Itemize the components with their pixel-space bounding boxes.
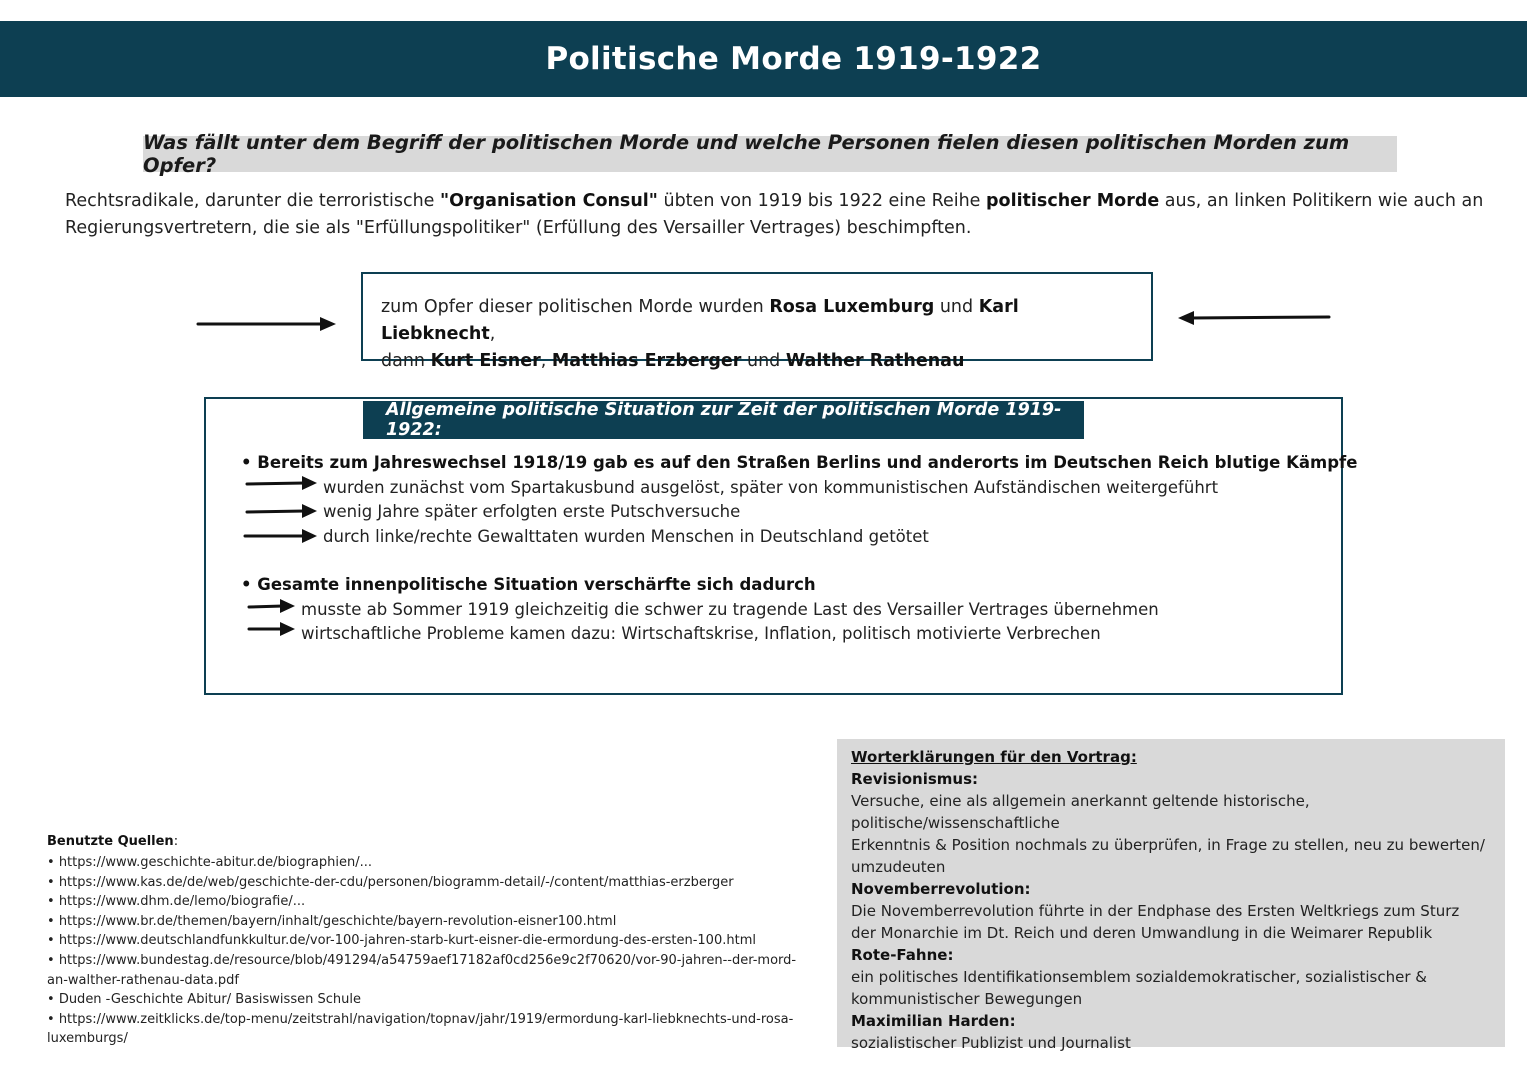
victims-text: ,	[489, 324, 496, 344]
victim-name: Matthias Erzberger	[551, 351, 742, 371]
arrow-right-icon	[245, 475, 319, 491]
arrow-right-icon	[247, 621, 297, 637]
victims-line-2	[381, 348, 1133, 375]
victims-box	[361, 272, 1153, 371]
arrow-right-icon	[245, 503, 319, 519]
situation-title: Allgemeine politische Situation zur Zeit der politischen Morde 1919-1922:	[386, 400, 1062, 440]
situation-title-bar	[363, 401, 1084, 439]
glossary-definition: ein politisches Identifikationsemblem sozialdemokratischer, sozialistischer & kommunistischer Bewegungen	[851, 968, 1427, 1008]
bullet-2-item: wirtschaftliche Probleme kamen dazu: Wirtschaftskrise, Inflation, politisch motivierte Verbrechen	[301, 624, 1101, 643]
victims-text: zum Opfer dieser politischen Morde wurden	[381, 297, 770, 317]
glossary-title: Worterklärungen für den Vortrag:	[851, 748, 1137, 766]
intro-bold-organisation: "Organisation Consul"	[440, 191, 658, 211]
question-bar	[143, 131, 1397, 177]
bullet-1-item: wurden zunächst vom Spartakusbund ausgelöst, später von kommunistischen Aufständischen weitergeführt	[323, 478, 1219, 497]
sources-heading	[47, 834, 178, 849]
source-item: • https://www.br.de/themen/bayern/inhalt/geschichte/bayern-revolution-eisner100.html	[47, 912, 807, 932]
source-item: • https://www.bundestag.de/resource/blob/491294/a54759aef17182af0cd256e9c2f70620/vor-90-jahren--der-mord-an-walther-rathenau-data.pdf	[47, 951, 807, 990]
intro-bold-morde: politischer Morde	[986, 191, 1160, 211]
glossary-term: Novemberrevolution:	[851, 880, 1031, 898]
source-item: • Duden -Geschichte Abitur/ Basiswissen Schule	[47, 990, 807, 1010]
sources-heading-label: Benutzte Quellen	[47, 834, 174, 849]
bullet-heading-1: • Bereits zum Jahreswechsel 1918/19 gab es auf den Straßen Berlins und anderorts im Deutschen Reich blutige Kämpfe	[241, 453, 1358, 472]
arrow-left-icon	[1176, 308, 1332, 328]
intro-text-3: aus, an linken Politikern wie auch an Regierungsvertretern, die sie als "Erfüllungspolitiker" (Erfüllung des Versailler Vertrages) beschimpften.	[65, 191, 1484, 238]
source-item: • https://www.dhm.de/lemo/biografie/...	[47, 892, 807, 912]
glossary-term: Revisionismus:	[851, 770, 979, 788]
bullet-1-item: wenig Jahre später erfolgten erste Putschversuche	[323, 502, 741, 521]
arrow-right-icon	[243, 528, 319, 544]
question-text: Was fällt unter dem Begriff der politischen Morde und welche Personen fielen diesen politischen Morden zum Opfer?	[143, 131, 1350, 177]
victims-text: und	[934, 297, 979, 317]
victim-name: Walther Rathenau	[785, 351, 965, 371]
sources-list	[47, 853, 807, 1049]
victims-line-1	[381, 294, 1133, 348]
source-item: • https://www.geschichte-abitur.de/biographien/...	[47, 853, 807, 873]
glossary-panel	[837, 739, 1505, 1052]
arrow-right-icon	[247, 598, 297, 614]
victim-name: Karl Liebknecht	[381, 297, 1019, 344]
sources-heading-colon: :	[173, 834, 179, 849]
situation-box	[204, 397, 1343, 695]
glossary-definition: Die Novemberrevolution führte in der Endphase des Ersten Weltkriegs zum Sturz der Monarchie im Dt. Reich und deren Umwandlung in die Weimarer Republik	[851, 902, 1460, 942]
victim-name: Rosa Luxemburg	[769, 297, 935, 317]
page-title: Politische Morde 1919-1922	[545, 41, 1042, 77]
intro-paragraph	[65, 188, 1485, 242]
glossary-definition: Versuche, eine als allgemein anerkannt geltende historische, politische/wissenschaftliche Erkenntnis & Position nochmals zu überprüfen, in Frage zu stellen, neu zu bewerten/ umzudeuten	[851, 792, 1485, 876]
title-banner	[0, 21, 1527, 97]
source-item: • https://www.deutschlandfunkkultur.de/vor-100-jahren-starb-kurt-eisner-die-ermordung-des-ersten-100.html	[47, 931, 807, 951]
victims-text: ,	[540, 351, 552, 371]
victim-name: Kurt Eisner	[430, 351, 541, 371]
intro-text-1: Rechtsradikale, darunter die terroristische	[65, 191, 441, 211]
victims-text: dann	[381, 351, 431, 371]
arrow-right-icon	[196, 315, 338, 335]
glossary-term: Maximilian Harden:	[851, 1012, 1016, 1030]
glossary-term: Rote-Fahne:	[851, 946, 954, 964]
glossary-definition: sozialistischer Publizist und Journalist	[851, 1034, 1131, 1052]
source-item: • https://www.zeitklicks.de/top-menu/zeitstrahl/navigation/topnav/jahr/1919/ermordung-karl-liebknechts-und-rosa-luxemburgs/	[47, 1010, 807, 1049]
intro-text-2: übten von 1919 bis 1922 eine Reihe	[657, 191, 987, 211]
bullet-2-item: musste ab Sommer 1919 gleichzeitig die schwer zu tragende Last des Versailler Vertrages übernehmen	[301, 600, 1159, 619]
bullet-heading-2: • Gesamte innenpolitische Situation verschärfte sich dadurch	[241, 575, 816, 594]
victims-text: und	[741, 351, 786, 371]
bullet-1-item: durch linke/rechte Gewalttaten wurden Menschen in Deutschland getötet	[323, 527, 929, 546]
source-item: • https://www.kas.de/de/web/geschichte-der-cdu/personen/biogramm-detail/-/content/matthias-erzberger	[47, 873, 807, 893]
